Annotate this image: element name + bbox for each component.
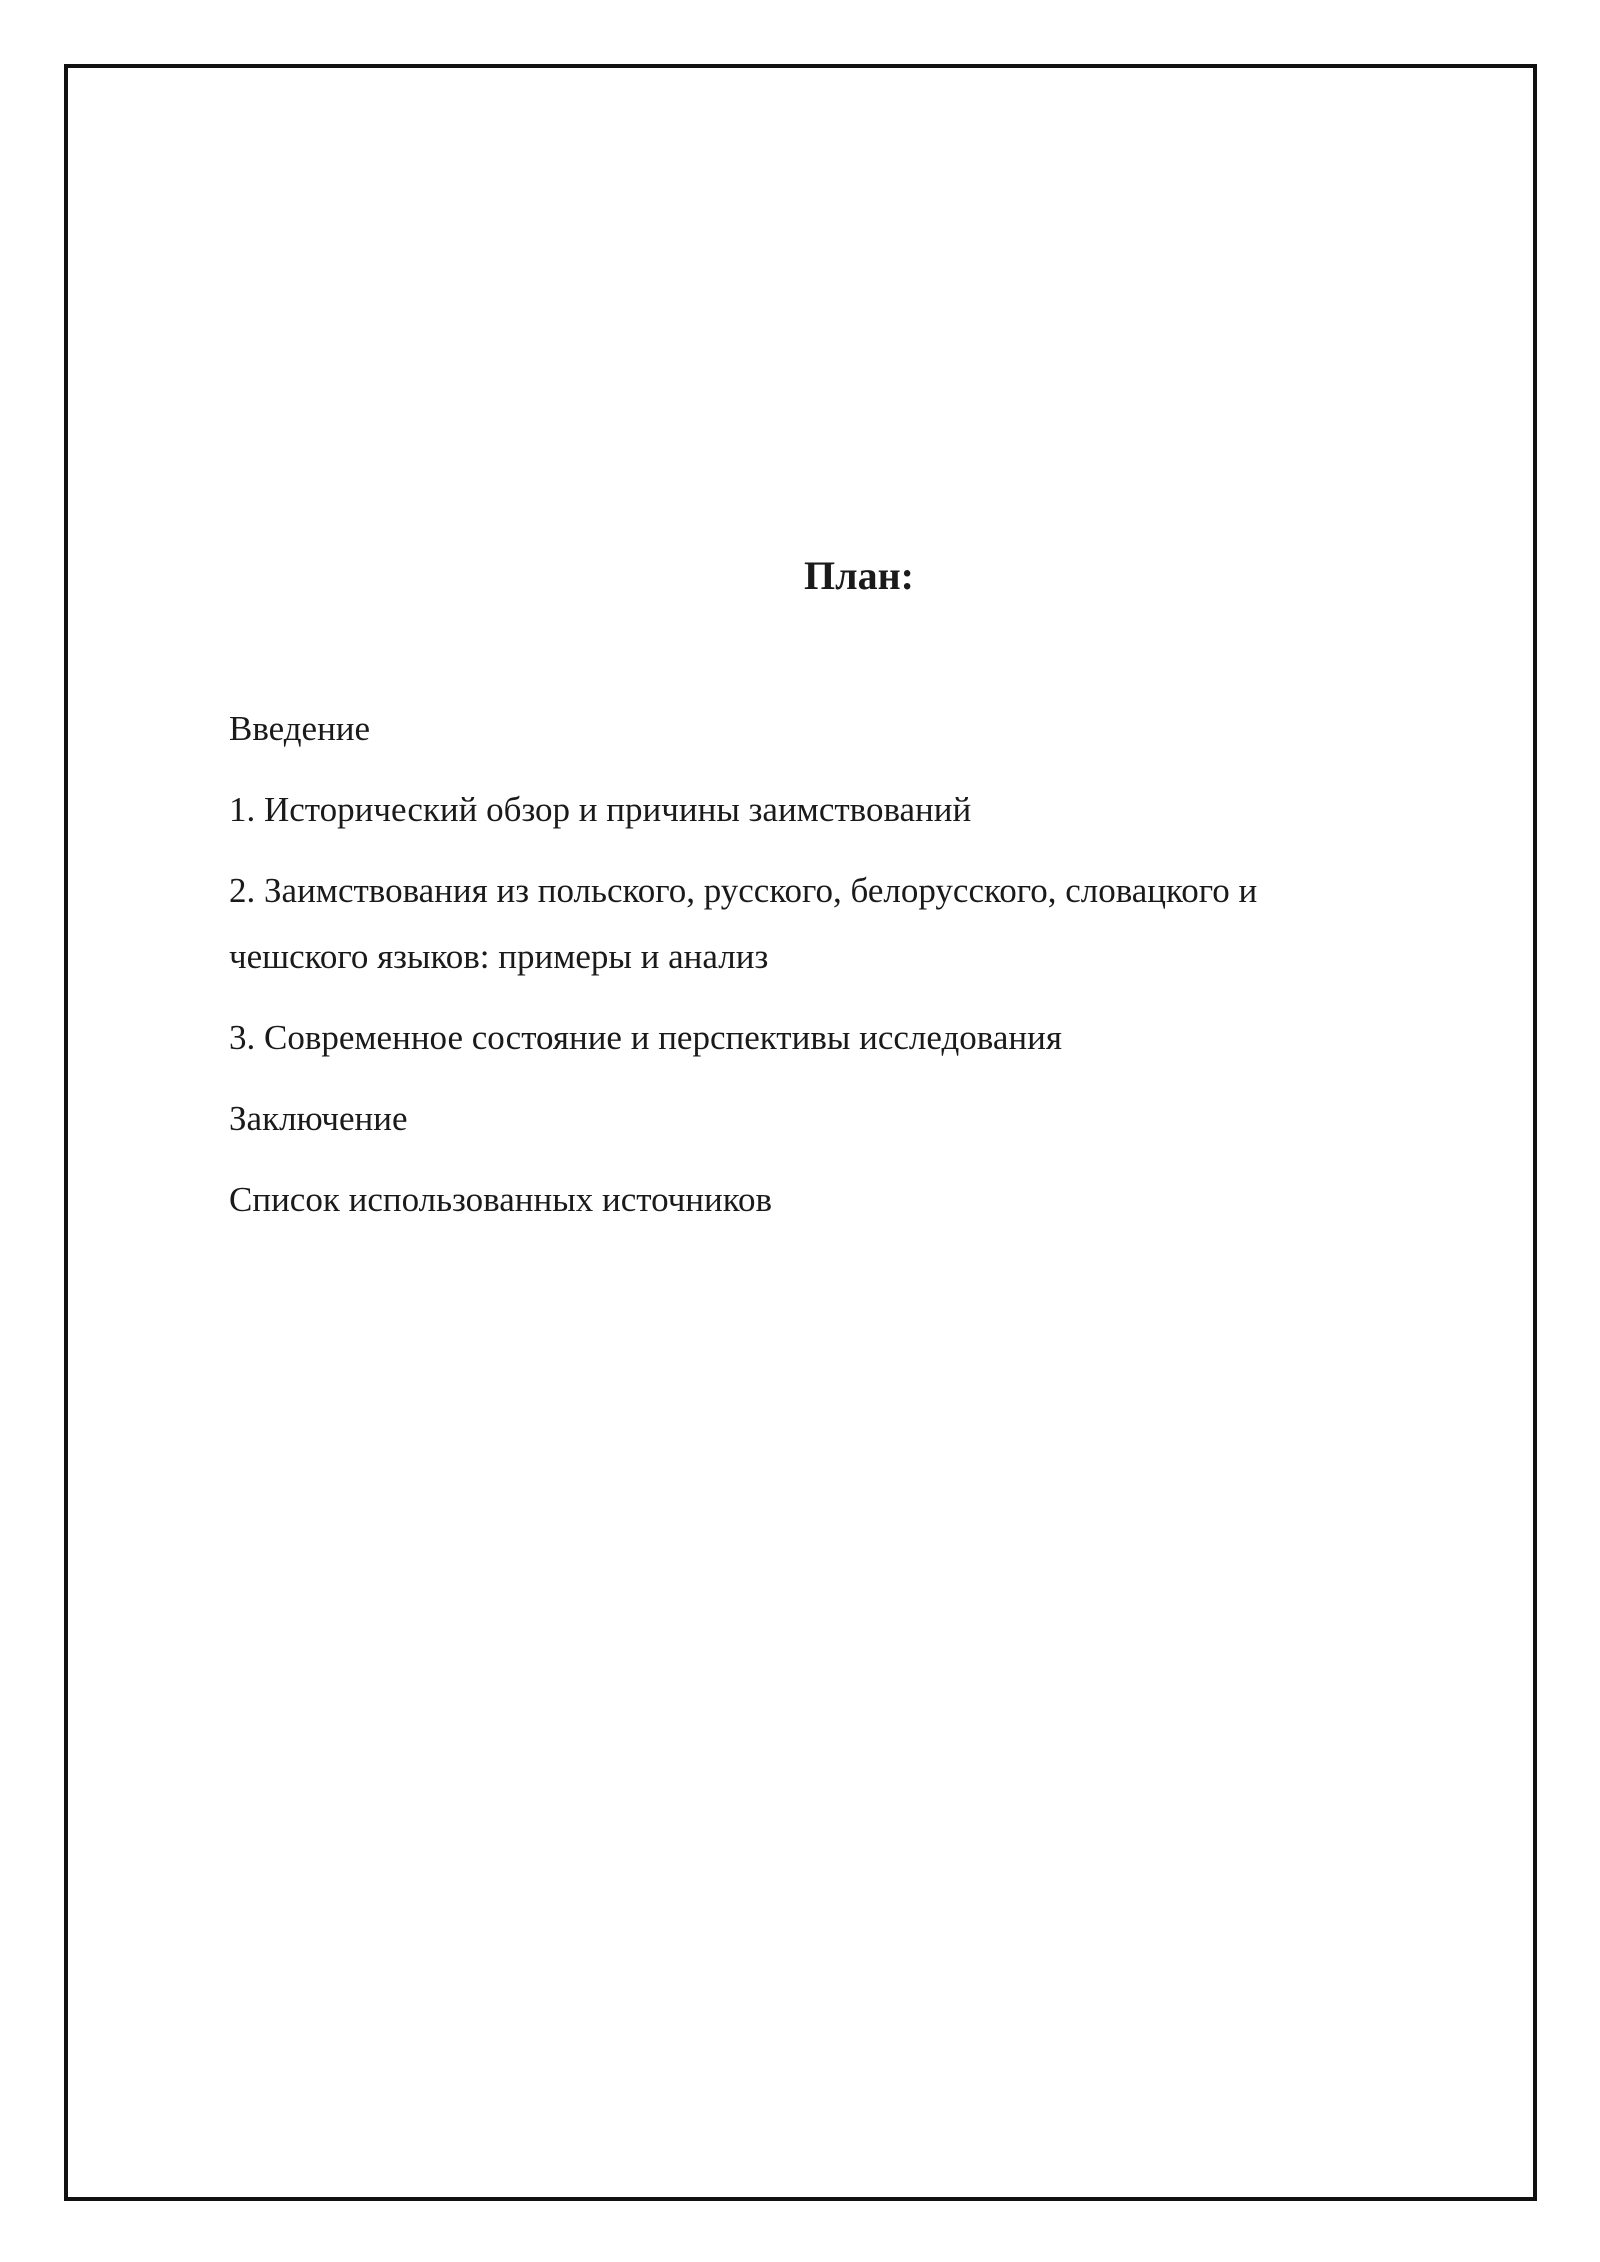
plan-item-introduction: Введение (229, 709, 371, 748)
plan-item-historical-overview: 1. Исторический обзор и причины заимствований (229, 790, 972, 829)
plan-item-conclusion: Заключение (229, 1099, 408, 1138)
plan-item-current-state: 3. Современное состояние и перспективы исследования (229, 1018, 1062, 1057)
plan-item-references: Список использованных источников (229, 1180, 773, 1219)
plan-title: План: (804, 553, 914, 598)
plan-item-borrowings-examples: 2. Заимствования из польского, русского, белорусского, словацкого и чешского языков: примеры и анализ (229, 871, 1258, 976)
plan-list (229, 696, 1389, 1248)
